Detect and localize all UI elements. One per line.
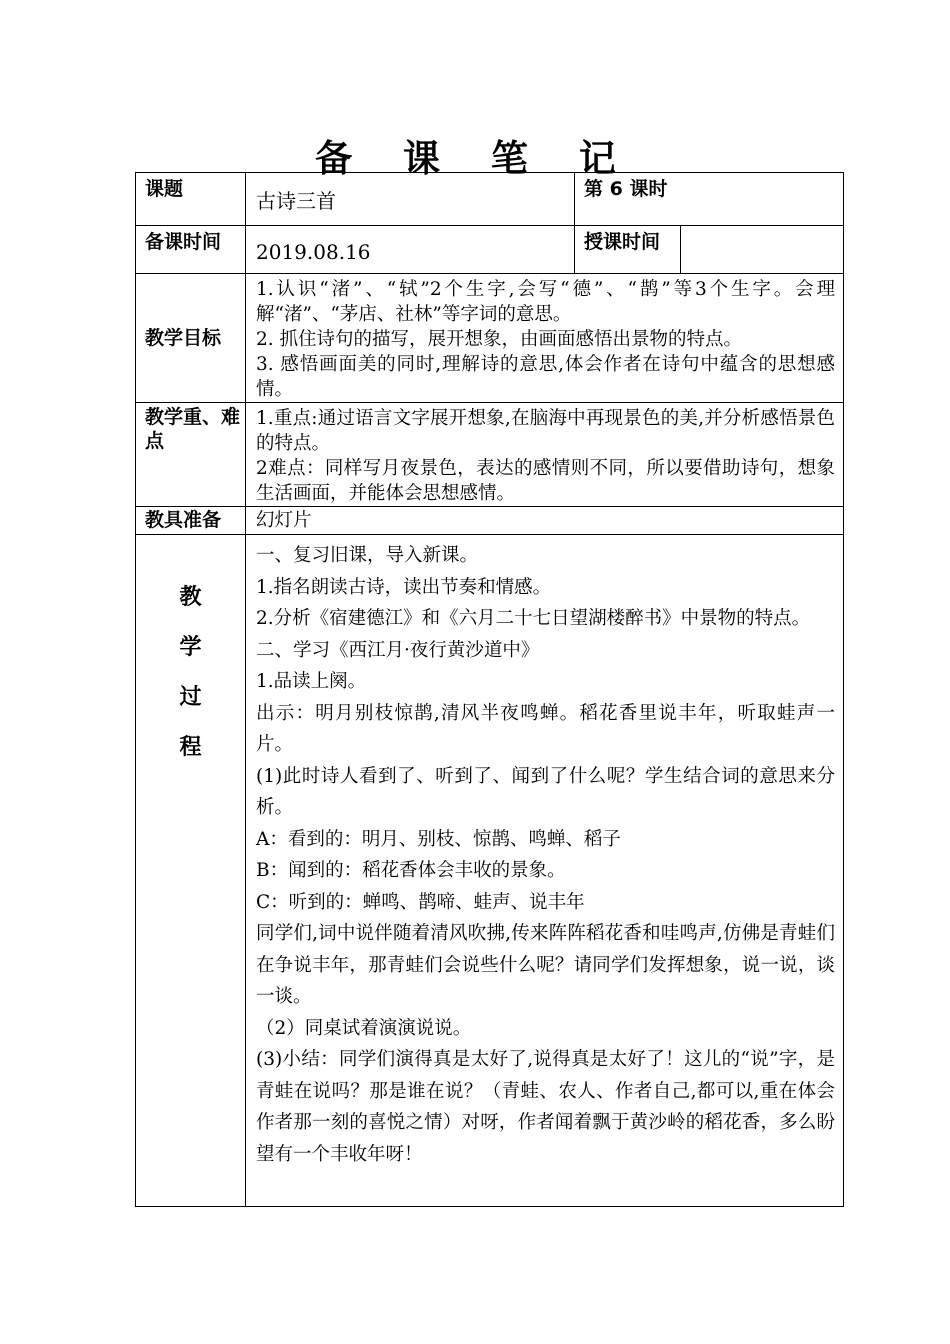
key-points-content	[246, 403, 844, 507]
process-label-char: 程	[179, 735, 202, 760]
process-label	[136, 535, 246, 1207]
goal-item: 2. 抓住诗句的描写，展开想象，由画面感悟出景物的特点。	[256, 329, 743, 350]
prep-time-label: 备课时间	[136, 226, 246, 274]
key-point-item: 1.重点:通过语言文字展开想象,在脑海中再现景色的美,并分析感悟景色的特点。	[256, 408, 836, 454]
lesson-plan-table	[135, 172, 844, 1207]
process-paragraph: B：闻到的：稻花香体会丰收的景象。	[256, 860, 566, 881]
goal-item: 1.认识“渚”、“轼”2个生字,会写“德”、“鹊”等3个生字。会理解“渚”、“茅店、社林”等字词的意思。	[256, 279, 836, 325]
key-points-label: 教学重、难点	[136, 403, 246, 507]
process-paragraph: 出示：明月别枝惊鹊,清风半夜鸣蝉。稻花香里说丰年，听取蛙声一片。	[256, 702, 836, 755]
goal-item: 3. 感悟画面美的同时,理解诗的意思,体会作者在诗句中蕴含的思想感情。	[256, 354, 836, 400]
process-paragraph: （2）同桌试着演演说说。	[256, 1017, 472, 1039]
process-paragraph: A：看到的：明月、别枝、惊鹊、鸣蝉、稻子	[256, 828, 621, 850]
process-paragraph: C：听到的：蝉鸣、鹊啼、蛙声、说丰年	[256, 891, 585, 913]
topic-value: 古诗三首	[246, 173, 575, 226]
teach-time-value	[681, 226, 844, 274]
page-title: 备 课 笔 记	[315, 137, 635, 180]
teach-time-label: 授课时间	[575, 226, 681, 274]
process-label-char: 学	[179, 635, 202, 660]
process-label-char: 过	[179, 685, 202, 710]
goals-label: 教学目标	[136, 274, 246, 403]
prep-time-value: 2019.08.16	[246, 226, 575, 274]
period-label: 第 6 课时	[575, 173, 844, 226]
topic-label: 课题	[136, 173, 246, 226]
process-label-char: 教	[179, 585, 202, 610]
tools-label: 教具准备	[136, 507, 246, 535]
process-content	[246, 535, 844, 1207]
tools-value: 幻灯片	[246, 507, 844, 535]
process-paragraph: 2.分析《宿建德江》和《六月二十七日望湖楼醉书》中景物的特点。	[256, 608, 811, 629]
process-paragraph: 二、学习《西江月·夜行黄沙道中》	[256, 639, 540, 661]
process-paragraph: (1)此时诗人看到了、听到了、闻到了什么呢？学生结合词的意思来分析。	[256, 765, 836, 818]
goals-content	[246, 274, 844, 403]
key-point-item: 2难点：同样写月夜景色，表达的感情则不同，所以要借助诗句，想象生活画面，并能体会思想感情。	[256, 458, 836, 504]
process-paragraph: 同学们,词中说伴随着清风吹拂,传来阵阵稻花香和哇鸣声,仿佛是青蛙们在争说丰年，那青蛙们会说些什么呢？请同学们发挥想象，说一说，谈一谈。	[256, 923, 836, 1007]
process-paragraph: 1.指名朗读古诗，读出节奏和情感。	[256, 576, 552, 598]
process-paragraph: (3)小结：同学们演得真是太好了,说得真是太好了！这儿的“说”字，是青蛙在说吗？那是谁在说？（青蛙、农人、作者自己,都可以,重在体会作者那一刻的喜悦之情）对呀，作者闻着飘于黄沙岭的稻花香，多么盼望有一个丰收年呀！	[256, 1049, 836, 1165]
process-paragraph: 一、复习旧课，导入新课。	[256, 545, 479, 566]
process-paragraph: 1.品读上阕。	[256, 671, 367, 692]
